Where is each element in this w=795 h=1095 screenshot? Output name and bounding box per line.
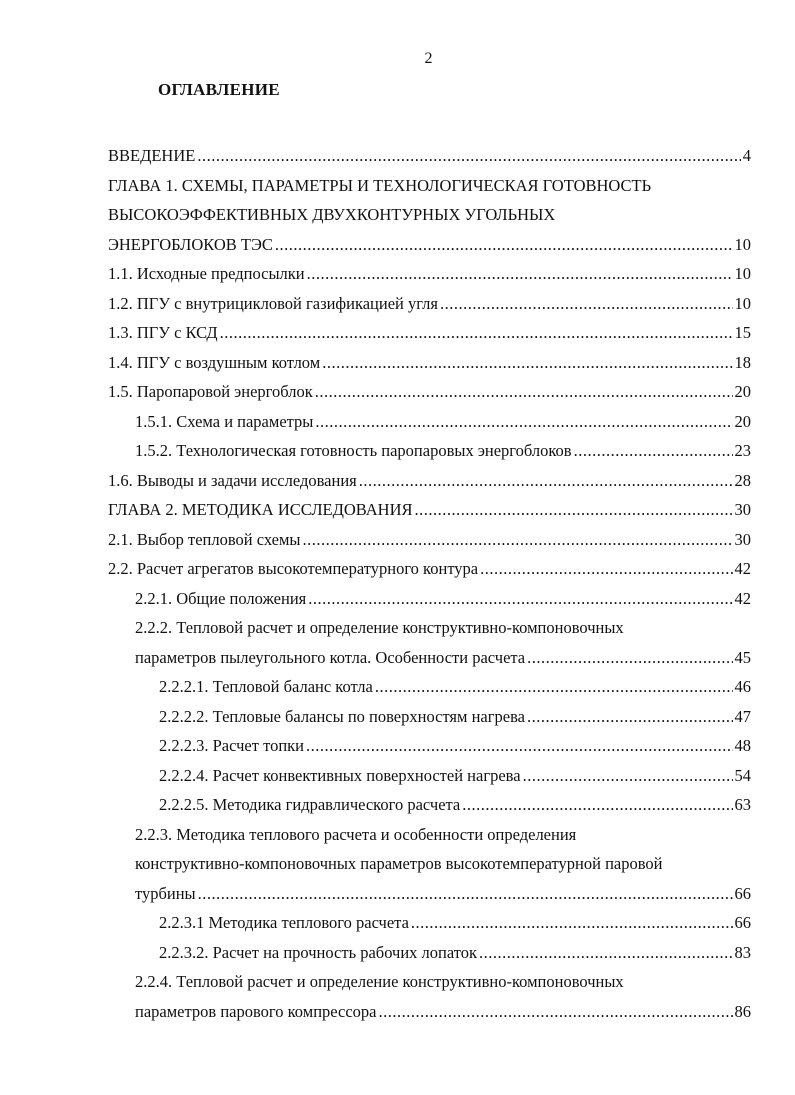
toc-title: ОГЛАВЛЕНИЕ: [158, 80, 280, 99]
toc-entry-text: 1.3. ПГУ с КСД: [108, 323, 218, 342]
toc-entry-text: 2.2.2.4. Расчет конвективных поверхностей нагрева: [159, 765, 521, 785]
toc-entry-text: 1.5.2. Технологическая готовность паропаровых энергоблоков: [135, 441, 572, 460]
toc-page-number: 20: [734, 411, 751, 431]
toc-entry-text: 2.2.4. Тепловой расчет и определение конструктивно-компоновочных: [135, 972, 624, 991]
toc-entry[interactable]: [108, 466, 751, 496]
toc-page-number: 54: [734, 765, 751, 785]
dot-leader: [378, 997, 732, 1027]
dot-leader: [527, 643, 732, 673]
toc-entry-text: 2.2.3.2. Расчет на прочность рабочих лопаток: [159, 942, 477, 962]
toc-page-number: 18: [734, 352, 751, 372]
toc-entry-text: турбины: [135, 883, 196, 903]
toc-entry[interactable]: [108, 820, 751, 909]
toc-entry[interactable]: [108, 318, 751, 348]
dot-leader: [527, 702, 733, 732]
toc-entry[interactable]: [108, 348, 751, 378]
toc-entry[interactable]: [108, 407, 751, 437]
toc-entry-text: 1.4. ПГУ с воздушным котлом: [108, 352, 321, 372]
toc-page-number: 47: [734, 706, 751, 726]
toc-entry-text: ВВЕДЕНИЕ: [108, 146, 196, 165]
toc-entry[interactable]: [108, 967, 751, 1026]
toc-entry-text: 1.5.1. Схема и параметры: [135, 411, 314, 431]
toc-page-number: 15: [734, 323, 751, 342]
dot-leader: [480, 554, 732, 584]
toc-entry[interactable]: [108, 731, 751, 761]
dot-leader: [375, 672, 733, 702]
toc-entry-text: ВЫСОКОЭФФЕКТИВНЫХ ДВУХКОНТУРНЫХ УГОЛЬНЫХ: [108, 205, 556, 224]
toc-entry[interactable]: [108, 171, 751, 260]
page-number: 2: [424, 50, 433, 67]
toc-entry-text: 2.2.2.5. Методика гидравлического расчета: [159, 795, 461, 814]
toc-entry[interactable]: [108, 259, 751, 289]
toc-entry-text: 2.1. Выбор тепловой схемы: [108, 529, 301, 549]
toc-entry-text: параметров парового компрессора: [135, 1001, 377, 1021]
toc-entry-text: 1.6. Выводы и задачи исследования: [108, 470, 357, 490]
toc-entry[interactable]: [108, 613, 751, 672]
dot-leader: [574, 436, 733, 466]
toc-entry[interactable]: [108, 289, 751, 319]
toc-entry[interactable]: [108, 584, 751, 614]
toc-page-number: 42: [734, 588, 751, 608]
toc-entry-text: 2.2.2.3. Расчет топки: [159, 736, 304, 755]
toc-entry-text: 2.2.2.1. Тепловой баланс котла: [159, 677, 373, 696]
toc-entry-text: параметров пылеугольного котла. Особенности расчета: [135, 647, 526, 667]
toc-entry[interactable]: [108, 495, 751, 525]
toc-entry[interactable]: [108, 554, 751, 584]
dot-leader: [415, 495, 733, 525]
dot-leader: [307, 259, 733, 289]
toc-page-number: 42: [734, 559, 751, 578]
dot-leader: [411, 908, 733, 938]
dot-leader: [197, 141, 740, 171]
toc-entry-text: 1.1. Исходные предпосылки: [108, 264, 305, 283]
toc-entry-text: конструктивно-компоновочных параметров высокотемпературной паровой: [135, 854, 663, 873]
toc-entry-text: 1.2. ПГУ с внутрицикловой газификацией угля: [108, 293, 438, 313]
toc-page-number: 20: [734, 382, 751, 401]
dot-leader: [359, 466, 733, 496]
toc-page-number: 63: [734, 795, 751, 814]
dot-leader: [440, 289, 733, 319]
toc-entry-text: ГЛАВА 2. МЕТОДИКА ИССЛЕДОВАНИЯ: [108, 500, 413, 519]
dot-leader: [306, 731, 733, 761]
toc-entry[interactable]: [108, 702, 751, 732]
toc-entry[interactable]: [108, 141, 751, 171]
toc-entry-text: ЭНЕРГОБЛОКОВ ТЭС: [108, 234, 273, 254]
toc-page-number: 66: [734, 913, 751, 932]
toc-page-number: 10: [734, 264, 751, 283]
dot-leader: [479, 938, 733, 968]
toc-page-number: 10: [734, 234, 751, 254]
toc-page-number: 86: [734, 1001, 751, 1021]
dot-leader: [523, 761, 733, 791]
toc-page-number: 66: [734, 883, 751, 903]
toc-page-number: 23: [734, 441, 751, 460]
toc-page-number: 46: [734, 677, 751, 696]
toc-page-number: 28: [734, 470, 751, 490]
dot-leader: [275, 230, 733, 260]
toc-entry[interactable]: [108, 761, 751, 791]
toc-entry-text: 2.2.3. Методика теплового расчета и особенности определения: [135, 824, 577, 844]
dot-leader: [315, 377, 733, 407]
table-of-contents: [108, 141, 751, 1026]
toc-entry[interactable]: [108, 908, 751, 938]
toc-entry[interactable]: [108, 672, 751, 702]
toc-entry[interactable]: [108, 525, 751, 555]
toc-page-number: 48: [734, 736, 751, 755]
dot-leader: [198, 879, 733, 909]
dot-leader: [315, 407, 732, 437]
toc-entry-text: 2.2.2. Тепловой расчет и определение конструктивно-компоновочных: [135, 618, 624, 637]
toc-entry-text: ГЛАВА 1. СХЕМЫ, ПАРАМЕТРЫ И ТЕХНОЛОГИЧЕСКАЯ ГОТОВНОСТЬ: [108, 175, 652, 195]
toc-page-number: 83: [734, 942, 751, 962]
dot-leader: [322, 348, 732, 378]
toc-page-number: 30: [734, 500, 751, 519]
toc-entry-text: 2.2. Расчет агрегатов высокотемпературного контура: [108, 559, 479, 578]
toc-entry[interactable]: [108, 436, 751, 466]
toc-page-number: 30: [734, 529, 751, 549]
toc-entry[interactable]: [108, 938, 751, 968]
toc-entry[interactable]: [108, 790, 751, 820]
toc-entry-text: 2.2.2.2. Тепловые балансы по поверхностям нагрева: [159, 706, 525, 726]
toc-page-number: 45: [734, 647, 751, 667]
toc-entry-text: 1.5. Паропаровой энергоблок: [108, 382, 313, 401]
toc-entry-text: 2.2.3.1 Методика теплового расчета: [159, 913, 409, 932]
toc-page-number: 4: [742, 146, 751, 165]
toc-entry[interactable]: [108, 377, 751, 407]
dot-leader: [462, 790, 732, 820]
dot-leader: [220, 318, 733, 348]
toc-page-number: 10: [734, 293, 751, 313]
dot-leader: [303, 525, 733, 555]
toc-entry-text: 2.2.1. Общие положения: [135, 588, 307, 608]
dot-leader: [308, 584, 732, 614]
